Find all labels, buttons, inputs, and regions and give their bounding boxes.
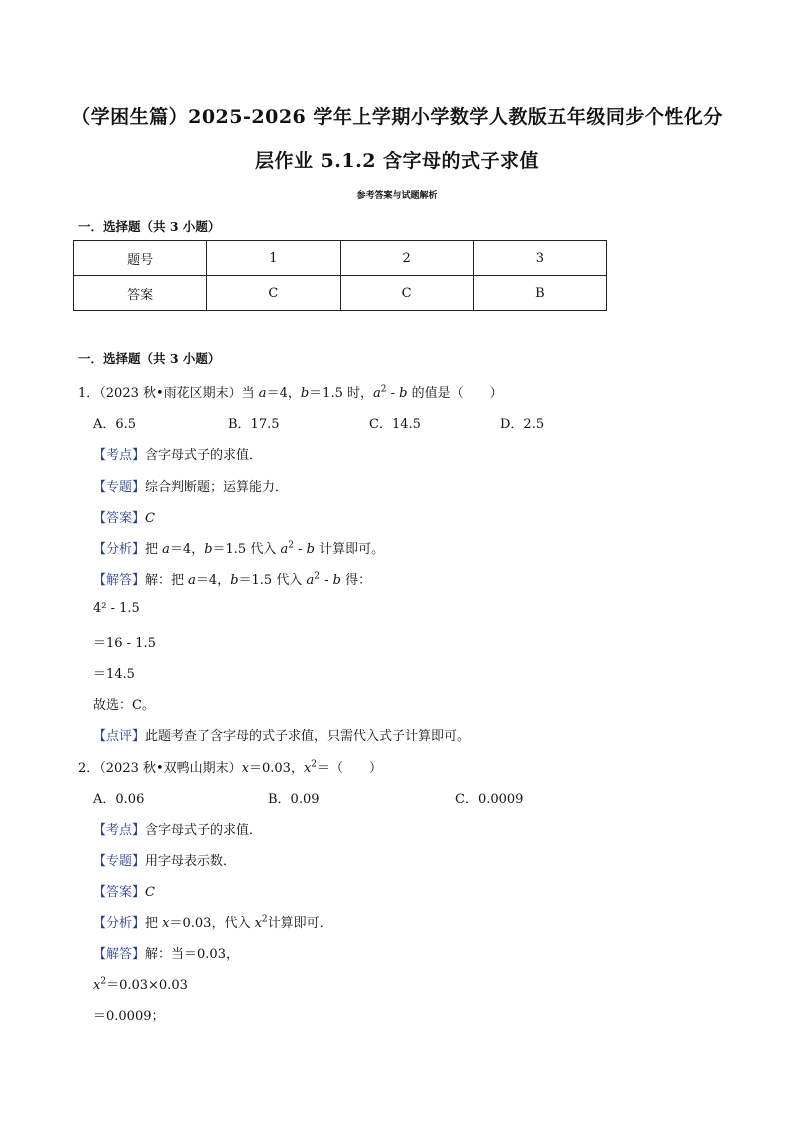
section-heading: 一．选择题（共 3 小题） [78, 219, 221, 234]
var-a: a [372, 386, 381, 401]
daan-text: C [145, 511, 155, 526]
var-b: b [399, 386, 408, 401]
var-b: b [204, 542, 213, 557]
daan-tag: 【答案】 [93, 511, 146, 526]
jieda-line [93, 569, 371, 588]
step-text: ＝0.03×0.03 [106, 978, 188, 993]
zhuanti-line [93, 850, 236, 869]
var-b: b [230, 573, 239, 588]
doc-subtitle: 参考答案与试题解析 [356, 191, 438, 201]
daan-tag: 【答案】 [93, 885, 146, 900]
dianping-tag: 【点评】 [93, 729, 146, 744]
solution-step: ＝14.5 [93, 667, 135, 682]
table-cell: C [340, 276, 473, 311]
var-x: x [93, 978, 101, 993]
stem-text: ＝1.5 时， [309, 386, 373, 401]
var-a: a [188, 573, 196, 588]
solution-step: ＝16 - 1.5 [93, 636, 156, 651]
var-b: b [332, 573, 341, 588]
zhuanti-line [93, 476, 288, 495]
dianping-text: 此题考查了含字母的式子求值，只需代入式子计算即可。 [145, 729, 471, 744]
question-2-stem [78, 757, 382, 776]
stem-text: 1．（2023 秋•雨花区期末）当 [78, 386, 259, 401]
fenxi-text: ＝1.5 代入 [212, 542, 281, 557]
option-c: C．0.0009 [455, 792, 524, 807]
table-cell: C [207, 276, 340, 311]
dianping-line [93, 725, 470, 744]
fenxi-text: 计算即可。 [314, 542, 385, 557]
kaodian-text: 含字母式子的求值． [145, 823, 263, 838]
answer-table [73, 240, 607, 311]
table-cell: 答案 [74, 276, 207, 311]
fenxi-text: - [293, 542, 307, 557]
option-d: D．2.5 [500, 417, 545, 432]
var-x: x [254, 916, 262, 931]
exponent: 2 [314, 571, 320, 582]
exponent: 2 [380, 384, 387, 395]
jieda-text: 解：当＝0.03， [145, 947, 239, 962]
jieda-text: - [319, 573, 333, 588]
kaodian-tag: 【考点】 [93, 448, 146, 463]
fenxi-text: 把 [145, 916, 163, 931]
kaodian-line [93, 444, 262, 463]
var-x: x [303, 761, 312, 776]
zhuanti-tag: 【专题】 [93, 854, 146, 869]
fenxi-line [93, 538, 384, 557]
jieda-text: ＝1.5 代入 [238, 573, 307, 588]
stem-text: 2．（2023 秋•双鸭山期末） [78, 761, 242, 776]
daan-text: C [145, 885, 155, 900]
jieda-text: 得： [340, 573, 372, 588]
var-a: a [306, 573, 315, 588]
option-c: C．14.5 [369, 417, 421, 432]
zhuanti-text: 综合判断题；运算能力． [145, 480, 289, 495]
solution-step [93, 974, 188, 993]
exponent: 2 [288, 540, 294, 551]
question-1-stem [78, 382, 503, 401]
exponent: 2 [100, 976, 107, 987]
fenxi-tag: 【分析】 [93, 542, 146, 557]
choice-line: 故选：C。 [93, 698, 155, 713]
table-row [74, 276, 607, 311]
fenxi-line [93, 912, 333, 931]
stem-text: 的值是（ ） [407, 386, 503, 401]
zhuanti-tag: 【专题】 [93, 480, 146, 495]
fenxi-text: ＝4， [169, 542, 205, 557]
jieda-text: 解：把 [145, 573, 189, 588]
daan-line [93, 881, 155, 900]
table-cell: 3 [473, 241, 606, 276]
fenxi-text: 把 [145, 542, 163, 557]
solution-step: ＝0.0009； [93, 1009, 165, 1024]
zhuanti-text: 用字母表示数． [145, 854, 237, 869]
section-heading: 一．选择题（共 3 小题） [78, 351, 221, 366]
option-a: A．6.5 [93, 417, 137, 432]
stem-text: - [386, 386, 400, 401]
doc-title-line1: （学困生篇）2025-2026 学年上学期小学数学人教版五年级同步个性化分 [71, 106, 723, 128]
table-row [74, 241, 607, 276]
jieda-text: ＝4， [195, 573, 231, 588]
table-cell: B [473, 276, 606, 311]
var-x: x [241, 761, 249, 776]
option-a: A．0.06 [93, 792, 145, 807]
exponent: 2 [261, 914, 268, 925]
stem-text: ＝（ ） [317, 761, 383, 776]
var-b: b [306, 542, 315, 557]
solution-step: 4² - 1.5 [93, 601, 140, 616]
var-a: a [280, 542, 289, 557]
table-cell: 1 [207, 241, 340, 276]
stem-text: ＝4， [266, 386, 301, 401]
option-b: B．17.5 [228, 417, 280, 432]
option-b: B．0.09 [268, 792, 320, 807]
daan-line [93, 507, 155, 526]
doc-title-line2: 层作业 5.1.2 含字母的式子求值 [254, 150, 540, 172]
table-cell: 题号 [74, 241, 207, 276]
var-a: a [258, 386, 267, 401]
var-b: b [300, 386, 310, 401]
fenxi-text: 计算即可． [267, 916, 333, 931]
fenxi-tag: 【分析】 [93, 916, 146, 931]
jieda-tag: 【解答】 [93, 573, 146, 588]
stem-text: ＝0.03， [249, 761, 304, 776]
kaodian-tag: 【考点】 [93, 823, 146, 838]
jieda-line [93, 943, 239, 962]
kaodian-text: 含字母式子的求值． [145, 448, 263, 463]
table-cell: 2 [340, 241, 473, 276]
exponent: 2 [311, 759, 318, 770]
var-x: x [162, 916, 170, 931]
var-a: a [162, 542, 170, 557]
jieda-tag: 【解答】 [93, 947, 146, 962]
kaodian-line [93, 819, 262, 838]
fenxi-text: ＝0.03，代入 [169, 916, 255, 931]
